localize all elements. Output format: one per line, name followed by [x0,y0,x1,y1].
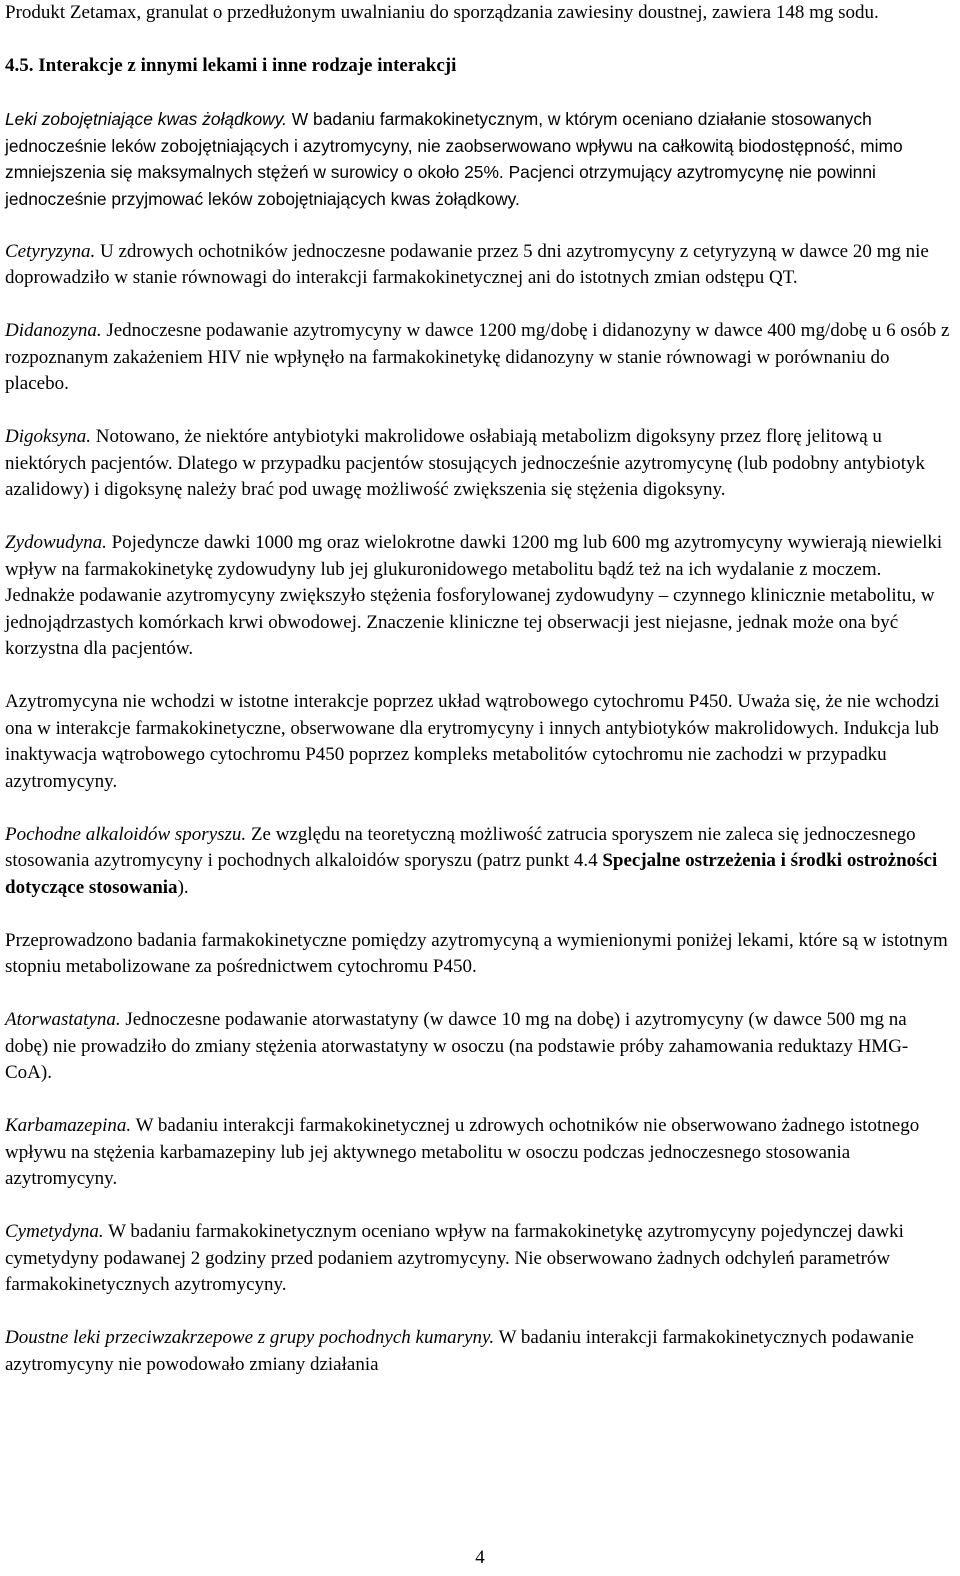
paragraph-body: W badaniu farmakokinetycznym oceniano wpływ na farmakokinetykę azytromycyny pojedynczej dawki cymetydyny podawanej 2 godziny przed podaniem azytromycyny. Nie obserwowano żadnych odchyleń parametrów farmakokinetycznych azytromycyny. [5,1221,904,1295]
page-number: 4 [475,1547,485,1568]
paragraph-body: W badaniu interakcji farmakokinetycznej u zdrowych ochotników nie obserwowano żadnego istotnego wpływu na stężenia karbamazepiny lub jej aktywnego metabolitu w osoczu podczas jednoczesnego stosowania azytromycyny. [5,1115,920,1189]
paragraph-tail: ). [177,876,189,898]
paragraph-lead: Cetyryzyna. [5,240,96,262]
paragraph-lead: Pochodne alkaloidów sporyszu. [5,823,247,845]
paragraph-body: W badaniu farmakokinetycznym, w którym oceniano działanie stosowanych jednocześnie leków zobojętniających i azytromycyny, nie zaobserwowano wpływu na całkowitą biodostępność, mimo zmniejszenia się maksymalnych stężeń w surowicy o około 25%. Pacjenci otrzymujący azytromycynę nie powinni jednocześnie przyjmować leków zobojętniających kwas żołądkowy. [5,109,903,209]
paragraph-body: Przeprowadzono badania farmakokinetyczne pomiędzy azytromycyną a wymienionymi poniżej lekami, które są w istotnym stopniu metabolizowane za pośrednictwem cytochromu P450. [5,929,948,977]
paragraph-lead: Doustne leki przeciwzakrzepowe z grupy pochodnych kumaryny. [5,1327,495,1348]
paragraph-body: Pojedyncze dawki 1000 mg oraz wielokrotne dawki 1200 mg lub 600 mg azytromycyny wywierają niewielki wpływ na farmakokinetykę zydowudyny lub jej glukuronidowego metabolitu bądź też na ich wydalanie z moczem. Jednakże podawanie azytromycyny zwiększyło stężenia fosforylowanej zydowudyny – czynnego klinicznie metabolitu, w jednojądrzastych komórkach krwi obwodowej. Znaczenie kliniczne tej obserwacji jest niejasne, jednak może ona być korzystna dla pacjentów. [5,532,943,659]
paragraph-p450 [5,689,953,795]
paragraph-carbamazepine [5,1113,953,1193]
paragraph-lead: Leki zobojętniające kwas żołądkowy. [5,109,287,129]
paragraph-coumarins [5,1325,953,1378]
intro-paragraph [5,0,953,27]
paragraph-digoxin [5,424,953,504]
paragraph-lead: Karbamazepina. [5,1115,132,1136]
paragraph-body: Jednoczesne podawanie azytromycyny w dawce 1200 mg/dobę i didanozyny w dawce 400 mg/dobę u 6 osób z rozpoznanym zakażeniem HIV nie wpłynęło na farmakokinetykę didanozyny w stanie równowagi w porównaniu do placebo. [5,320,950,394]
intro-text: Produkt Zetamax, granulat o przedłużonym uwalnianiu do sporządzania zawiesiny doustnej, zawiera 148 mg sodu. [5,2,879,23]
paragraph-studies [5,928,953,981]
paragraph-lead: Digoksyna. [5,426,92,447]
paragraph-ergot [5,822,953,902]
paragraph-antacids [5,106,953,212]
paragraph-atorvastatin [5,1007,953,1087]
paragraph-lead: Zydowudyna. [5,532,107,553]
paragraph-body: W badaniu interakcji farmakokinetycznych podawanie azytromycyny nie powodowało zmiany działania [5,1327,914,1375]
paragraph-body: Azytromycyna nie wchodzi w istotne interakcje poprzez układ wątrobowego cytochromu P450. Uważa się, że nie wchodzi ona w interakcje farmakokinetyczne, obserwowane dla erytromycyny i innych antybiotyków makrolidowych. Indukcja lub inaktywacja wątrobowego cytochromu P450 poprzez kompleks metabolitów cytochromu nie zachodzi w przypadku azytromycyny. [5,691,940,792]
paragraph-body: Notowano, że niektóre antybiotyki makrolidowe osłabiają metabolizm digoksyny przez florę jelitową u niektórych pacjentów. Dlatego w przypadku pacjentów stosujących jednocześnie azytromycynę (lub podobny antybiotyk azalidowy) i digoksynę należy brać pod uwagę możliwość zwiększenia się stężenia digoksyny. [5,426,925,500]
paragraph-cetirizine [5,239,953,292]
section-heading: 4.5. Interakcje z innymi lekami i inne rodzaje interakcji [5,55,457,76]
document-page [5,0,953,1405]
paragraph-body: Ze względu na teoretyczną możliwość zatrucia sporyszem nie zaleca się jednoczesnego stosowania azytromycyny i pochodnych alkaloidów sporyszu (patrz punkt 4.4 [5,823,916,871]
paragraph-lead: Atorwastatyna. [5,1009,121,1030]
paragraph-body: Jednoczesne podawanie atorwastatyny (w dawce 10 mg na dobę) i azytromycyny (w dawce 500 mg na dobę) nie prowadziło do zmiany stężenia atorwastatyny w osoczu (na podstawie próby zahamowania reduktazy HMG-CoA). [5,1009,909,1083]
paragraph-lead: Didanozyna. [5,320,102,341]
paragraph-didanosine [5,318,953,398]
paragraph-lead: Cymetydyna. [5,1221,104,1242]
paragraph-cimetidine [5,1219,953,1299]
paragraph-body: U zdrowych ochotników jednoczesne podawanie przez 5 dni azytromycyny z cetyryzyną w dawce 20 mg nie doprowadziło w stanie równowagi do interakcji farmakokinetycznej ani do istotnych zmian odstępu QT. [5,240,929,288]
paragraph-zidovudine [5,530,953,663]
section-reference: Specjalne ostrzeżenia i środki ostrożności dotyczące stosowania [5,850,938,898]
